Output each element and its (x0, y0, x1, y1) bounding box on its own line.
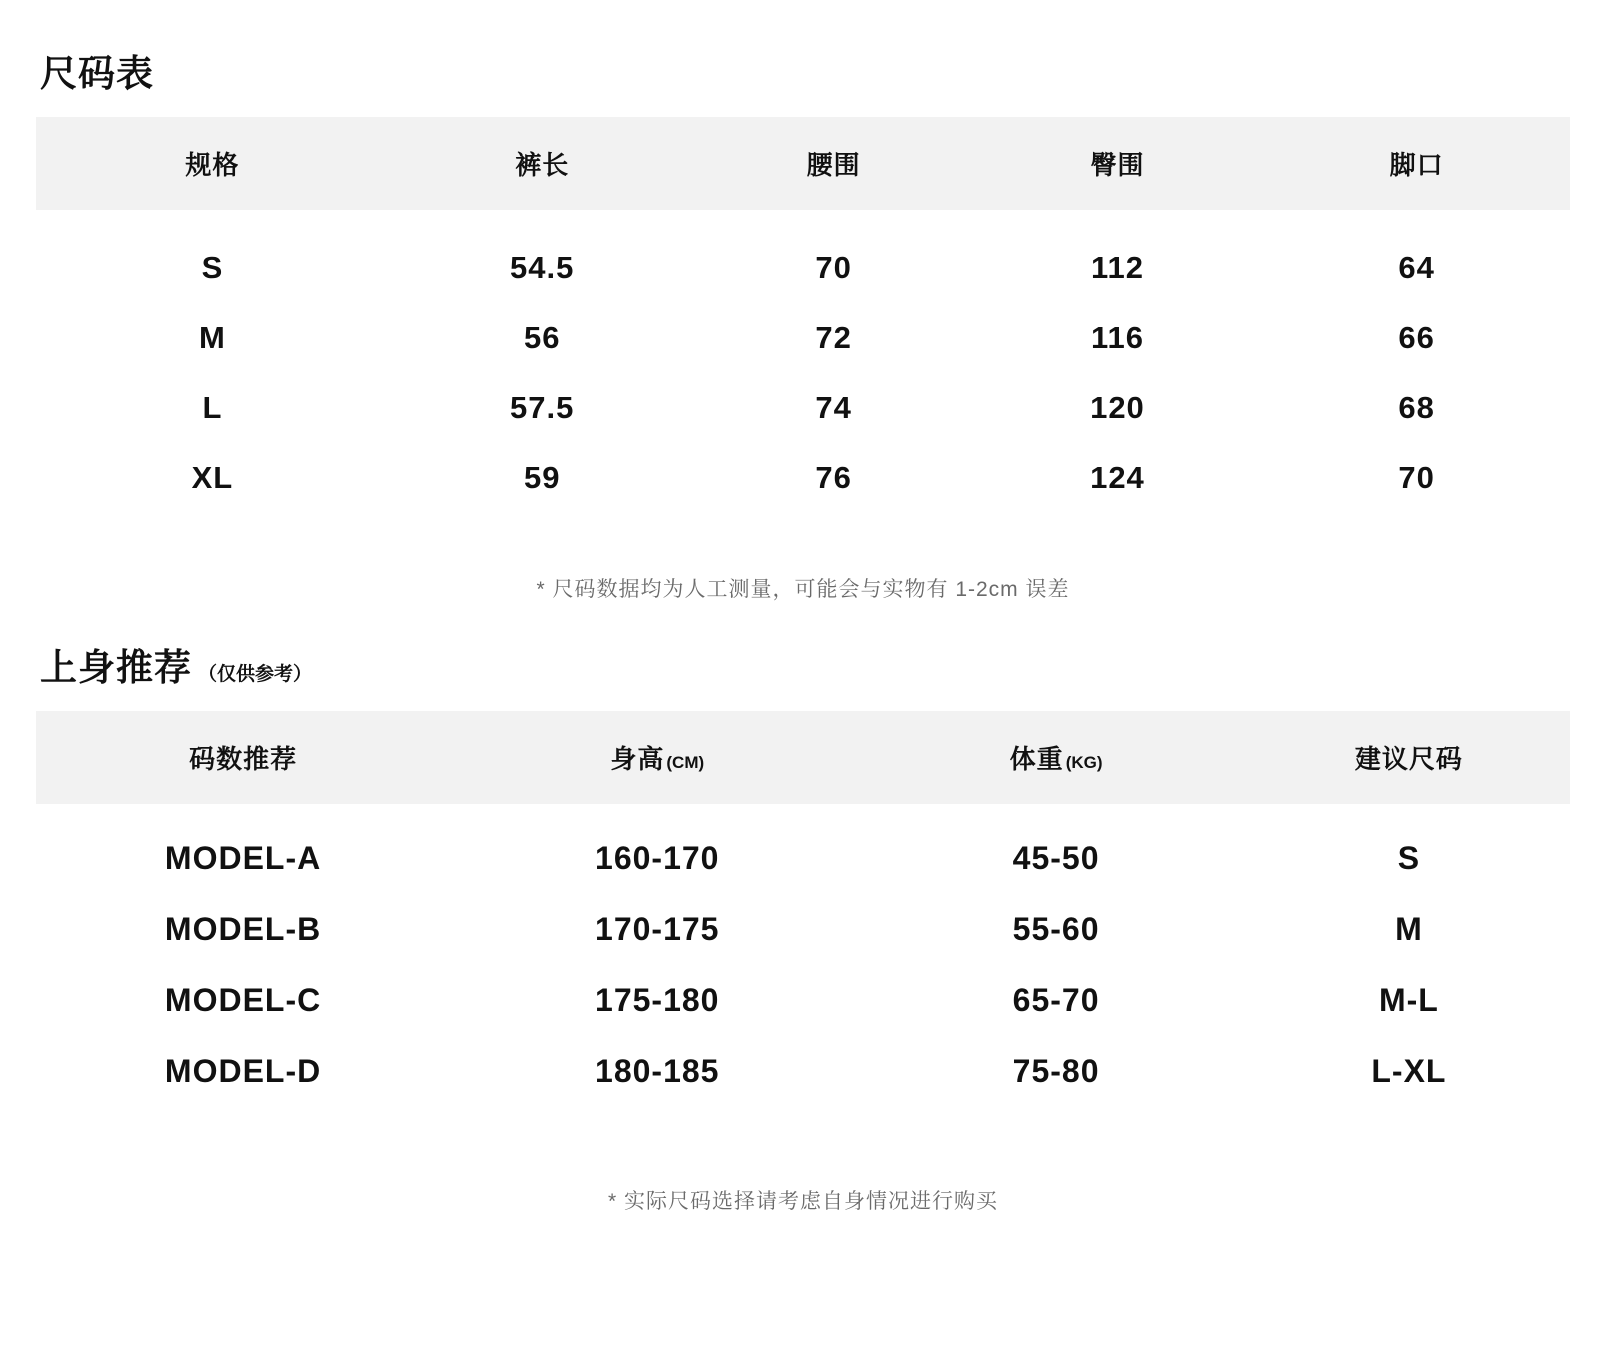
cell-waist: 76 (815, 459, 852, 495)
cell-height: 175-180 (595, 982, 720, 1019)
cell-length: 56 (523, 319, 561, 355)
cell-weight: 65-70 (1012, 982, 1100, 1019)
column-header-hip: 臀围 (1090, 149, 1145, 180)
cell-weight: 75-80 (1012, 1053, 1100, 1090)
cell-waist: 70 (815, 249, 852, 285)
fit-recommend-table-head (36, 711, 1570, 804)
column-header-suggest: 建议尺码 (1354, 744, 1463, 775)
fit-recommend-title (36, 627, 1570, 689)
cell-hip: 120 (1090, 389, 1145, 425)
size-chart-table-head (36, 117, 1570, 210)
column-header-weight-unit: (KG) (1065, 753, 1103, 773)
cell-hip: 124 (1090, 459, 1145, 495)
cell-suggest: M-L (1378, 982, 1439, 1019)
table-row (36, 804, 1570, 894)
cell-hip: 116 (1090, 319, 1144, 355)
size-guide-page (0, 25, 1606, 1353)
column-header-height-label: 身高 (610, 744, 665, 775)
cell-height: 170-175 (595, 911, 720, 948)
column-header-model: 码数推荐 (189, 744, 298, 775)
cell-length: 54.5 (510, 249, 575, 285)
size-chart-note: * 尺码数据均为人工测量，可能会与实物有 1-2cm 误差 (536, 577, 1070, 601)
table-row (36, 373, 1570, 443)
cell-weight: 55-60 (1012, 911, 1100, 948)
size-chart-header-row (36, 117, 1570, 210)
cell-model: MODEL-C (164, 982, 322, 1019)
table-row (36, 965, 1570, 1036)
table-row (36, 894, 1570, 965)
column-header-weight-label: 体重 (1009, 744, 1064, 775)
table-row (36, 210, 1570, 303)
cell-length: 59 (523, 459, 561, 495)
table-row (36, 303, 1570, 373)
cell-spec: L (202, 389, 223, 425)
column-header-weight (864, 711, 1248, 804)
fit-recommend-title-text: 上身推荐 (40, 647, 192, 689)
cell-cuff: 70 (1398, 459, 1435, 495)
cell-cuff: 68 (1398, 389, 1435, 425)
cell-cuff: 64 (1398, 249, 1435, 285)
fit-recommend-table-body (36, 804, 1570, 1107)
cell-model: MODEL-A (164, 840, 322, 877)
table-row (36, 443, 1570, 513)
column-header-cuff: 脚口 (1389, 149, 1444, 180)
fit-recommend-table (36, 711, 1570, 1107)
cell-spec: M (198, 319, 226, 355)
cell-spec: S (201, 249, 224, 285)
fit-recommend-title-subtext: （仅供参考） (198, 664, 313, 686)
cell-weight: 45-50 (1012, 840, 1100, 877)
cell-suggest: M (1395, 911, 1423, 948)
cell-cuff: 66 (1398, 319, 1435, 355)
size-chart-title (36, 25, 1570, 92)
column-header-height (450, 711, 864, 804)
cell-suggest: L-XL (1371, 1053, 1447, 1090)
cell-model: MODEL-B (164, 911, 322, 948)
table-row (36, 1036, 1570, 1107)
cell-suggest: S (1397, 840, 1421, 877)
size-chart-table (36, 117, 1570, 513)
cell-hip: 112 (1090, 249, 1144, 285)
cell-model: MODEL-D (164, 1053, 322, 1090)
column-header-spec: 规格 (185, 149, 240, 180)
fit-recommend-header-row (36, 711, 1570, 804)
cell-waist: 72 (815, 319, 852, 355)
cell-length: 57.5 (510, 389, 575, 425)
fit-recommend-note: * 实际尺码选择请考虑自身情况进行购买 (607, 1190, 998, 1214)
size-chart-table-body (36, 210, 1570, 513)
size-chart-title-text: 尺码表 (40, 52, 154, 94)
cell-waist: 74 (815, 389, 852, 425)
cell-height: 180-185 (595, 1053, 720, 1090)
column-header-height-unit: (CM) (666, 753, 705, 773)
column-header-waist: 腰围 (806, 149, 861, 180)
cell-spec: XL (191, 459, 234, 495)
column-header-length: 裤长 (515, 149, 570, 180)
cell-height: 160-170 (595, 840, 720, 877)
